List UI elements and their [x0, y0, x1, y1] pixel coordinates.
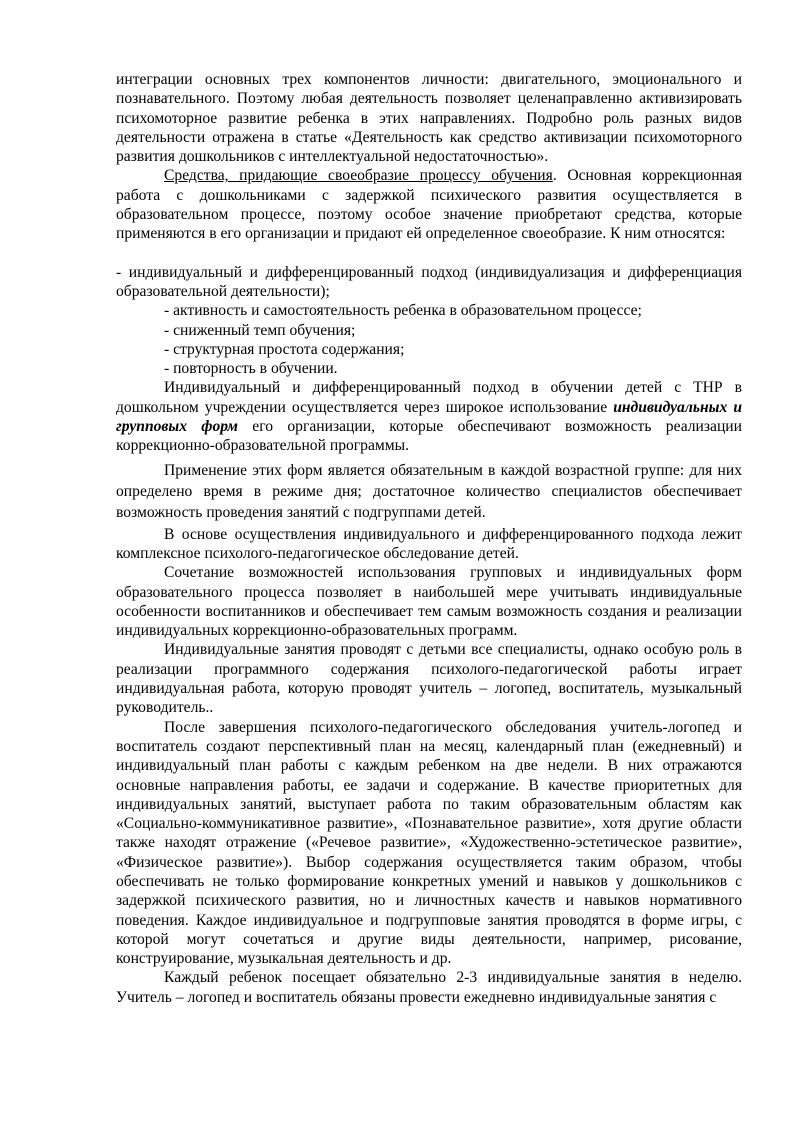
paragraph-8: После завершения психолого-педагогического обследования учитель-логопед и воспитатель создают перспективный план на месяц, календарный план (ежедневный) и индивидуальный план работы с каждым ребенком на две недели. В них отражаются основные направления работы, ее задачи и содержание. В качестве приоритетных для индивидуальных занятий, выступает работа по таким образовательным областям как «Социально-коммуникативное развитие», «Познавательное развитие», хотя другие области также находят отражение («Речевое развитие», «Художественно-эстетическое развитие», «Физическое развитие»). Выбор содержания осуществляется таким образом, чтобы обеспечивать не только формирование конкретных умений и навыков у дошкольников с задержкой психического развития, но и личностных качеств и навыков нормативного поведения. Каждое индивидуальное и подгрупповые занятия проводятся в форме игры, с которой могут сочетаться и другие виды деятельности, например, рисование, конструирование, музыкальная деятельность и др.	[116, 718, 742, 968]
section-heading-underlined: Средства, придающие своеобразие процессу обучения	[164, 167, 553, 185]
list-item-5: - повторность в обучении.	[164, 360, 338, 378]
paragraph-9: Каждый ребенок посещает обязательно 2-3 индивидуальные занятия в неделю. Учитель – логопед и воспитатель обязаны провести ежедневно индивидуальные занятия с	[116, 969, 742, 1006]
emphasis-text: индивидуальных и групповых форм	[116, 398, 742, 436]
list-item-2: - активность и самостоятельность ребенка в образовательном процессе;	[164, 302, 642, 320]
paragraph-3-end: его организации, которые обеспечивают возможность реализации коррекционно-образовательной программы.	[116, 418, 742, 455]
list-item-3: - сниженный темп обучения;	[164, 321, 356, 339]
paragraph-6: Сочетание возможностей использования групповых и индивидуальных форм образовательного процесса позволяет в наибольшей мере учитывать индивидуальные особенности воспитанников и обеспечивает тем самым возможность создания и реализации индивидуальных коррекционно-образовательных программ.	[116, 564, 742, 640]
document-page	[116, 70, 742, 1007]
list-item-4: - структурная простота содержания;	[164, 340, 405, 358]
paragraph-3	[116, 378, 742, 455]
paragraph-3-start: Индивидуальный и дифференцированный подход в обучении детей с ТНР в дошкольном учреждении осуществляется через широкое использование	[116, 379, 742, 416]
paragraph-2	[116, 166, 742, 243]
list-item-1: - индивидуальный и дифференцированный подход (индивидуализация и дифференциация образовательной деятельности);	[116, 263, 742, 300]
paragraph-4: Применение этих форм является обязательным в каждой возрастной группе: для них определено время в режиме дня; достаточное количество специалистов обеспечивает возможность проведения занятий с подгруппами детей.	[116, 461, 742, 521]
paragraph-1: интеграции основных трех компонентов личности: двигательного, эмоционального и познавательного. Поэтому любая деятельность позволяет целенаправленно активизировать психомоторное развитие ребенка в этих направлениях. Подробно роль разных видов деятельности отражена в статье «Деятельность как средство активизации психомоторного развития дошкольников с интеллектуальной недостаточностью».	[116, 71, 742, 166]
paragraph-2-text: . Основная коррекционная работа с дошкольниками с задержкой психического развития осуществляется в образовательном процессе, поэтому особое значение приобретают средства, которые применяются в его организации и придают ей определенное своеобразие. К ним относятся:	[116, 167, 742, 243]
paragraph-5: В основе осуществления индивидуального и дифференцированного подхода лежит комплексное психолого-педагогическое обследование детей.	[116, 525, 742, 562]
paragraph-7: Индивидуальные занятия проводят с детьми все специалисты, однако особую роль в реализации программного содержания психолого-педагогической работы играет индивидуальная работа, которую проводят учитель – логопед, воспитатель, музыкальный руководитель..	[116, 641, 742, 717]
